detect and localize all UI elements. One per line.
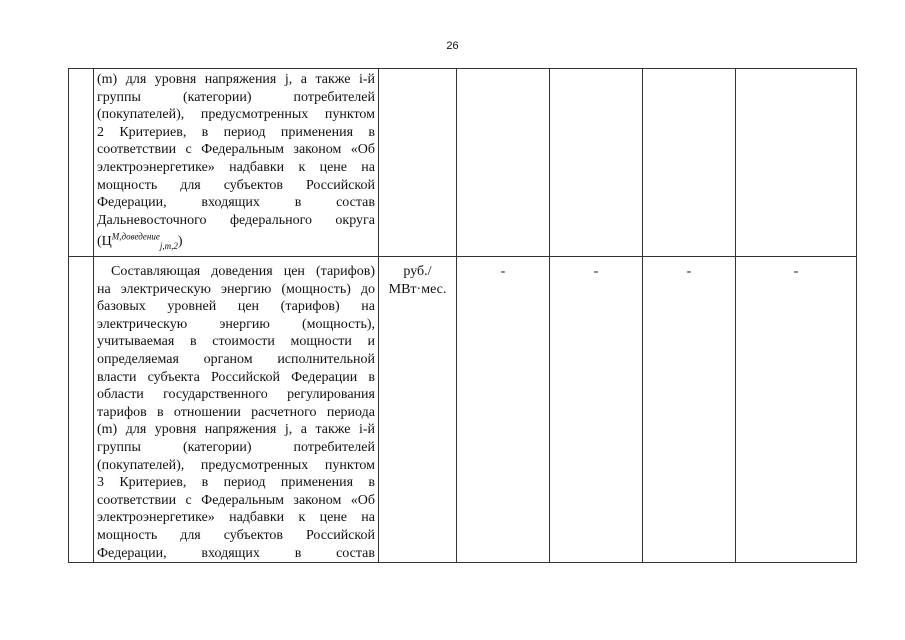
description-line: Федерации, входящих в состав [97,195,375,211]
value-cell: - [643,257,736,563]
description-line: 2 Критериев, в период применения в [97,124,375,140]
description-line: электроэнергетике» надбавки к цене на [97,510,375,526]
description-line: (покупателей), предусмотренных пунктом [97,457,375,473]
unit-cell [379,257,457,563]
unit-line: МВт·мес. [388,281,447,297]
description-line: Дальневосточного федерального округа [97,212,375,228]
description-line: мощность для субъектов Российской [97,527,375,543]
description-cell [94,69,379,257]
row-number-cell [69,69,94,257]
unit-cell [379,69,457,257]
description-line: (покупателей), предусмотренных пунктом [97,107,375,123]
description-line: соответствии с Федеральным законом «Об [97,492,375,508]
description-line: базовых уровней цен (тарифов) на [97,299,375,315]
description-line: тарифов в отношении расчетного периода [97,404,375,420]
description-line: определяемая органом исполнительной [97,351,375,367]
description-line: Федерации, входящих в состав [97,545,375,561]
formula-symbol: $(Ц^{М,доведение}_{j,m,2})$ [97,231,183,252]
value-cell: - [736,257,857,563]
row-number-cell [69,257,94,563]
value-cell: - [457,257,550,563]
value-cell [457,69,550,257]
description-line: электрическую энергию (мощность), [97,316,375,332]
description-line: соответствии с Федеральным законом «Об [97,142,375,158]
description-line: Составляющая доведения цен (тарифов) [111,264,375,279]
unit-line: руб./ [403,264,432,279]
description-line: власти субъекта Российской Федерации в [97,369,375,385]
value-cell [736,69,857,257]
formula-superscript: М,доведение [111,231,160,242]
description-line: на электрическую энергию (мощность) до [97,281,375,297]
description-line: 3 Критериев, в период применения в [97,475,375,491]
description-line: группы (категории) потребителей [97,439,375,455]
description-line: мощность для субъектов Российской [97,177,375,193]
table-row [69,69,857,257]
formula-subscript: j,m,2 [159,241,178,252]
description-line: (m) для уровня напряжения j, а также i-й [97,422,375,438]
value-cell [550,69,643,257]
description-line: (m) для уровня напряжения j, а также i-й [97,72,375,87]
table-row [69,257,857,563]
tariff-table [68,68,857,563]
description-line: области государственного регулирования [97,387,375,403]
value-cell: - [550,257,643,563]
description-line: группы (категории) потребителей [97,89,375,105]
description-line: учитываемая в стоимости мощности и [97,334,375,350]
description-cell [94,257,379,563]
page-number: 26 [446,40,459,52]
description-line: электроэнергетике» надбавки к цене на [97,159,375,175]
value-cell [643,69,736,257]
